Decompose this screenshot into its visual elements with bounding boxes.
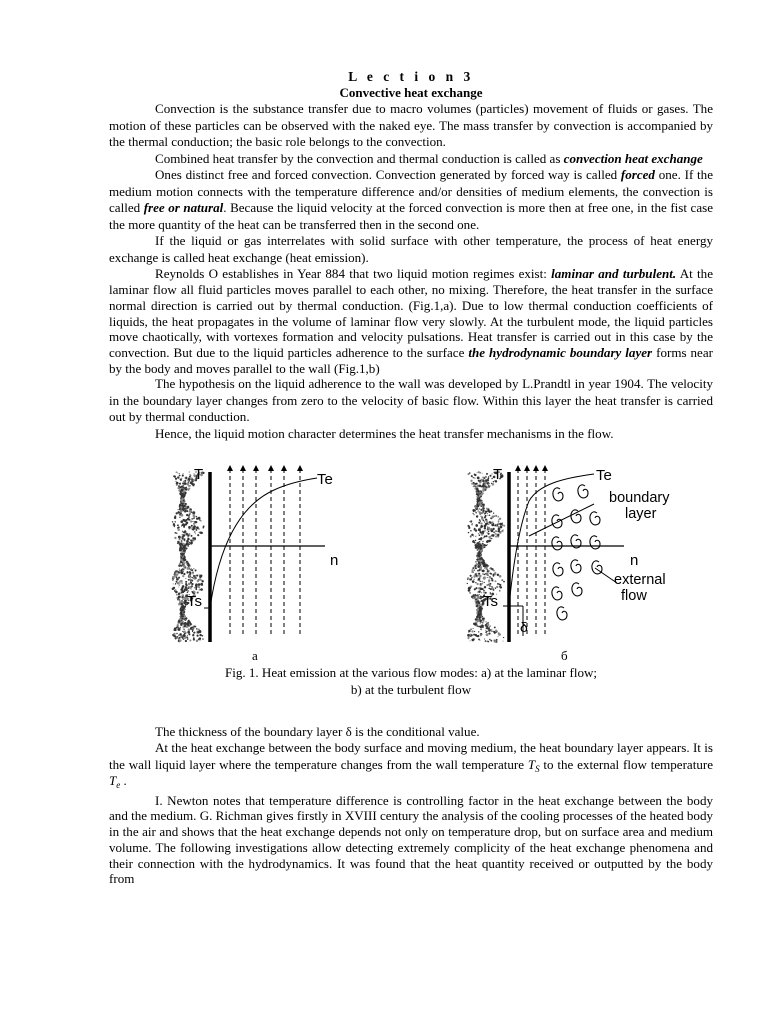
section-title: Convective heat exchange: [339, 85, 483, 100]
paragraph-convection-heat-exchange: Combined heat transfer by the convection and thermal conduction is called as convection heat exchange: [155, 150, 703, 166]
paragraph-hence: Hence, the liquid motion character determines the heat transfer mechanisms in the flow.: [155, 426, 614, 442]
label-n-left: n: [330, 551, 339, 569]
axis-t-left: T: [194, 465, 204, 483]
paragraph-heat-boundary-layer: At the heat exchange between the body surface and moving medium, the heat boundary layer appears. It is the wall liquid layer where the temperature changes from the wall temperature $T_S$ to the external flow temperature $T_e$ .: [109, 740, 713, 791]
temperature-profile-left: [210, 478, 317, 608]
caption-line-2: b) at the turbulent flow: [350, 681, 472, 697]
document-page: [109, 68, 713, 887]
panel-turbulent: [467, 466, 671, 643]
label-layer: layer: [625, 505, 657, 522]
figure-1-drawing: [109, 456, 713, 650]
paragraph-free-forced: Ones distinct free and forced convection. Convection generated by forced way is called forced one. If the medium motion connects with the temperature difference and/or densities of medium elements, the convection is called free or natural. Because the liquid velocity at the forced convection is more then at free one, in the fist case the more quantity of the heat can be transferred then in the second one.: [109, 167, 713, 232]
term-laminar-turbulent: laminar and turbulent.: [551, 266, 677, 282]
label-external: external: [614, 571, 666, 588]
term-free-natural: free or natural: [143, 200, 224, 216]
term-forced: forced: [620, 167, 655, 183]
paragraph-reynolds: Reynolds O establishes in Year 884 that two liquid motion regimes exist: laminar and turbulent. At the laminar flow all fluid particles moves parallel to each other, no mixing. Therefore, the heat transfer in the surface normal direction is carried out by thermal conduction. (Fig.1,a). Due to low thermal conduction coefficients of liquids, the heat propagates in the volume of laminar flow very slowly. At the turbulent mode, the liquid particles move chaotically, with vortexes formation and velocity pulsations. Heat transfer is carried out in this case by the convection. But due to the liquid particles adherence to the surface the hydrodynamic boundary layer forms near by the body and moves parallel to the wall (Fig.1,b): [109, 266, 713, 376]
boundary-layer-pointer: [529, 504, 594, 536]
symbol-te: $T_e$: [109, 773, 121, 791]
term-convection-heat-exchange: convection heat exchange: [563, 150, 703, 166]
eddies: [552, 484, 602, 619]
label-delta: δ: [520, 618, 528, 635]
flow-lines-left: [230, 468, 300, 634]
sublabel-b: б: [561, 647, 568, 663]
figure-1: [109, 456, 713, 663]
caption-line-1: Fig. 1. Heat emission at the various flow modes: a) at the laminar flow;: [224, 664, 598, 680]
paragraph-convection-definition: Convection is the substance transfer due to macro volumes (particles) movement of fluids or gases. The motion of these particles can be observed with the naked eye. The mass transfer by convection is accompanied by the thermal conduction; the basic role belongs to the convection.: [109, 101, 713, 150]
paragraph-heat-emission: If the liquid or gas interrelates with solid surface with other temperature, the process of heat energy exchange is called heat exchange (heat emission).: [109, 233, 713, 265]
label-flow: flow: [621, 587, 647, 604]
paragraph-newton-richman: I. Newton notes that temperature difference is controlling factor in the heat exchange between the body and the medium. G. Richman gives firstly in XVIII century the analysis of the cooling processes of the heated body in the air and shows that the heat exchange depends not only on temperature drop, but on surface area and medium volume. The following investigations allow detecting extremely complicity of the heat exchange phenomena and their connection with the hydrodynamics. It was found that the heat quantity received or outputted by the body from: [109, 792, 713, 887]
lecture-title: L e c t i o n 3: [348, 69, 474, 84]
label-boundary: boundary: [609, 489, 670, 506]
wall-texture-left: [172, 471, 205, 642]
sublabel-a: a: [252, 647, 258, 663]
label-te-left: Te: [317, 470, 333, 488]
term-boundary-layer: the hydrodynamic boundary layer: [468, 344, 653, 360]
symbol-ts: $T_S$: [527, 756, 540, 774]
label-ts-left: Ts: [187, 592, 202, 610]
paragraph-prandtl: The hypothesis on the liquid adherence to the wall was developed by L.Prandtl in year 1904. The velocity in the boundary layer changes from zero to the velocity of basic flow. Within this layer the heat transfer is carried out by thermal conduction.: [109, 376, 713, 425]
panel-laminar: [172, 466, 339, 642]
label-te-right: Te: [596, 466, 612, 484]
paragraph-boundary-thickness: The thickness of the boundary layer δ is the conditional value.: [155, 723, 480, 739]
flow-lines-right: [518, 468, 545, 634]
axis-t-right: T: [493, 465, 503, 483]
figure-caption: [109, 664, 713, 698]
label-ts-right: Ts: [483, 592, 498, 610]
wall-texture-right: [467, 471, 506, 643]
temperature-profile-right: [509, 474, 594, 606]
label-n-right: n: [630, 551, 639, 569]
